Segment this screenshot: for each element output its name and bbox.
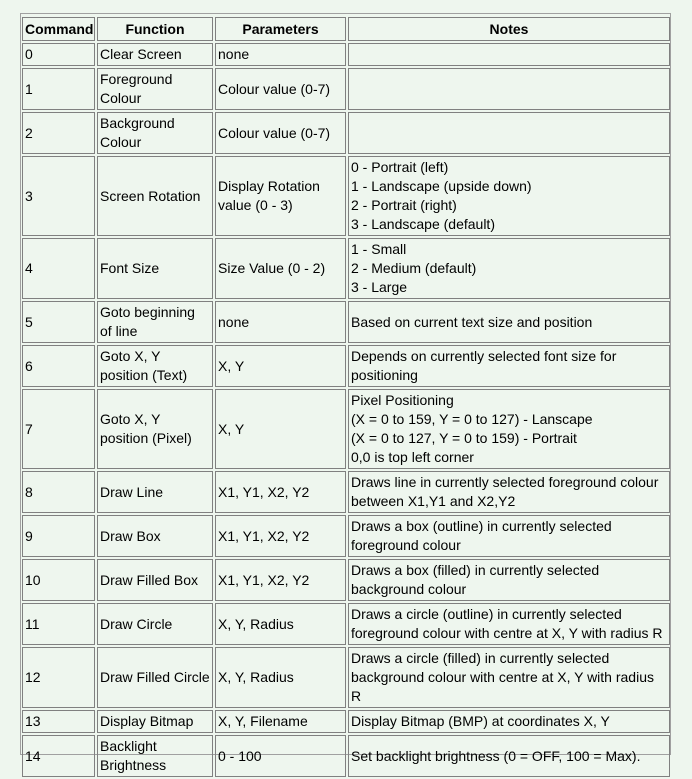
cell-command: 14 <box>22 735 95 777</box>
header-command: Command <box>22 17 95 41</box>
cell-notes <box>348 238 670 299</box>
table-row <box>22 345 670 387</box>
cell-function: Draw Box <box>97 515 213 557</box>
cell-command: 2 <box>22 112 95 154</box>
cell-notes <box>348 515 670 557</box>
cell-notes <box>348 345 670 387</box>
table-row <box>22 112 670 154</box>
note-line: Draws a circle (filled) in currently selected background colour with centre at X, Y with radius R <box>351 650 654 704</box>
cell-notes <box>348 471 670 513</box>
table-row <box>22 238 670 299</box>
cell-function: Goto X, Y position (Pixel) <box>97 389 213 469</box>
note-line: Depends on currently selected font size for positioning <box>351 348 617 383</box>
table-row <box>22 603 670 645</box>
cell-notes <box>348 43 670 66</box>
cell-command: 7 <box>22 389 95 469</box>
cell-command: 9 <box>22 515 95 557</box>
table-row <box>22 647 670 708</box>
cell-notes <box>348 603 670 645</box>
note-line: (X = 0 to 127, Y = 0 to 159) - Portrait <box>351 430 577 446</box>
cell-parameters: Colour value (0-7) <box>215 68 346 110</box>
cell-command: 5 <box>22 301 95 343</box>
cell-parameters: none <box>215 43 346 66</box>
note-line: 0 - Portrait (left) <box>351 159 449 175</box>
header-notes: Notes <box>348 17 670 41</box>
cell-command: 11 <box>22 603 95 645</box>
cell-notes <box>348 112 670 154</box>
cell-parameters: Display Rotation value (0 - 3) <box>215 156 346 236</box>
table-row <box>22 43 670 66</box>
note-line: (X = 0 to 159, Y = 0 to 127) - Lanscape <box>351 411 593 427</box>
table-row <box>22 389 670 469</box>
cell-function: Draw Circle <box>97 603 213 645</box>
cell-command: 10 <box>22 559 95 601</box>
note-line: 1 - Small <box>351 241 407 257</box>
note-line: Draws a circle (outline) in currently selected foreground colour with centre at X, Y with radius R <box>351 606 663 641</box>
cell-parameters: X, Y, Radius <box>215 647 346 708</box>
cell-command: 0 <box>22 43 95 66</box>
cell-parameters: none <box>215 301 346 343</box>
cell-function: Goto X, Y position (Text) <box>97 345 213 387</box>
note-line: Draws a box (outline) in currently selected foreground colour <box>351 518 612 553</box>
table-body <box>22 43 670 777</box>
cell-parameters: X1, Y1, X2, Y2 <box>215 559 346 601</box>
cell-parameters: X1, Y1, X2, Y2 <box>215 515 346 557</box>
cell-command: 8 <box>22 471 95 513</box>
note-line: 2 - Medium (default) <box>351 260 477 276</box>
cell-function: Background Colour <box>97 112 213 154</box>
table-row <box>22 515 670 557</box>
cell-function: Goto beginning of line <box>97 301 213 343</box>
header-parameters: Parameters <box>215 17 346 41</box>
table-row <box>22 156 670 236</box>
header-row <box>22 17 670 41</box>
cell-command: 6 <box>22 345 95 387</box>
command-table <box>20 15 672 779</box>
table-row <box>22 710 670 733</box>
cell-parameters: X, Y, Filename <box>215 710 346 733</box>
note-line: 1 - Landscape (upside down) <box>351 178 532 194</box>
note-line: 0,0 is top left corner <box>351 449 474 465</box>
cell-parameters: Size Value (0 - 2) <box>215 238 346 299</box>
cell-command: 13 <box>22 710 95 733</box>
cell-command: 3 <box>22 156 95 236</box>
cell-notes <box>348 559 670 601</box>
cell-notes <box>348 301 670 343</box>
cell-notes <box>348 156 670 236</box>
cell-parameters: X1, Y1, X2, Y2 <box>215 471 346 513</box>
note-line: Pixel Positioning <box>351 392 454 408</box>
cell-function: Foreground Colour <box>97 68 213 110</box>
cell-parameters: Colour value (0-7) <box>215 112 346 154</box>
cell-parameters: X, Y, Radius <box>215 603 346 645</box>
cell-function: Display Bitmap <box>97 710 213 733</box>
cell-notes <box>348 647 670 708</box>
note-line: 2 - Portrait (right) <box>351 197 457 213</box>
table-row <box>22 471 670 513</box>
note-line: Draws line in currently selected foreground colour between X1,Y1 and X2,Y2 <box>351 474 659 509</box>
header-function: Function <box>97 17 213 41</box>
cell-notes <box>348 710 670 733</box>
table-row <box>22 68 670 110</box>
cell-function: Backlight Brightness <box>97 735 213 777</box>
cell-function: Draw Filled Circle <box>97 647 213 708</box>
cell-notes <box>348 389 670 469</box>
cell-command: 12 <box>22 647 95 708</box>
cell-function: Screen Rotation <box>97 156 213 236</box>
table-row <box>22 559 670 601</box>
cell-notes <box>348 68 670 110</box>
note-line: Set backlight brightness (0 = OFF, 100 = Max). <box>351 747 641 764</box>
cell-function: Draw Filled Box <box>97 559 213 601</box>
cell-command: 1 <box>22 68 95 110</box>
note-line: Based on current text size and position <box>351 313 593 330</box>
cell-command: 4 <box>22 238 95 299</box>
note-line: 3 - Large <box>351 279 408 295</box>
table-row <box>22 301 670 343</box>
note-line: Draws a box (filled) in currently selected background colour <box>351 562 600 597</box>
cell-parameters: X, Y <box>215 345 346 387</box>
cell-function: Clear Screen <box>97 43 213 66</box>
cell-function: Font Size <box>97 238 213 299</box>
cell-parameters: X, Y <box>215 389 346 469</box>
note-line: Display Bitmap (BMP) at coordinates X, Y <box>351 713 610 729</box>
note-line: 3 - Landscape (default) <box>351 216 495 232</box>
cell-parameters: 0 - 100 <box>215 735 346 777</box>
cell-function: Draw Line <box>97 471 213 513</box>
